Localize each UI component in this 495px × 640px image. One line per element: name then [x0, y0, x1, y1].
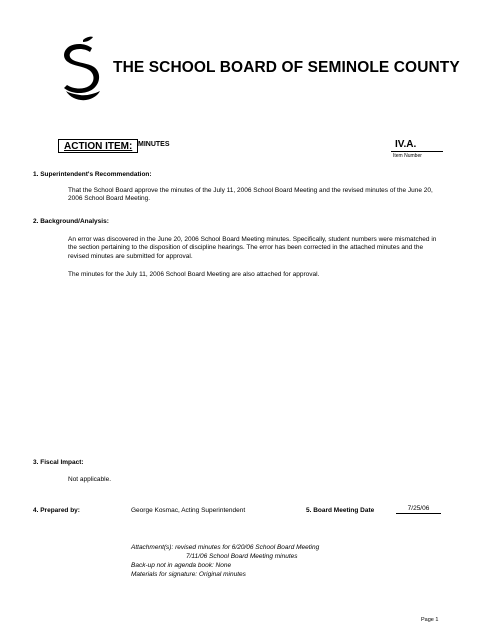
section-fiscal-text: Not applicable.: [68, 476, 111, 483]
action-item-label: ACTION ITEM:: [64, 141, 133, 152]
seminole-county-logo: [56, 36, 106, 102]
backup-line: Back-up not in agenda book: None: [131, 562, 232, 569]
attachments-line-2: 7/11/06 School Board Meeting minutes: [186, 553, 298, 560]
section-background-text-2: The minutes for the July 11, 2006 School Board Meeting are also attached for approval.: [68, 271, 320, 278]
board-meeting-date-value: 7/25/06: [396, 505, 441, 514]
attachments-line: Attachment(s): revised minutes for 6/20/06 School Board Meeting: [131, 544, 320, 551]
materials-line: Materials for signature: Original minutes: [131, 571, 246, 578]
board-meeting-date-label: 5. Board Meeting Date: [306, 507, 375, 514]
section-background-heading: 2. Background/Analysis:: [33, 218, 109, 225]
item-number-caption: Item Number: [393, 153, 422, 159]
section-fiscal-heading: 3. Fiscal Impact:: [33, 459, 84, 466]
item-number: IV.A.: [391, 139, 443, 152]
section-background-text: An error was discovered in the June 20, 2006 School Board Meeting minutes. Specifically, student numbers were mismatched in the section pertaining to the disposition of discipline hearings. The error has been corrected in the attached minutes and the revised minutes are submitted for approval.: [68, 236, 437, 260]
prepared-by-value: George Kosmac, Acting Superintendent: [131, 507, 246, 514]
section-recommendation-heading: 1. Superintendent's Recommendation:: [33, 171, 152, 178]
page-number: Page 1: [421, 617, 439, 623]
action-item-box: [58, 139, 138, 153]
section-recommendation-text: That the School Board approve the minutes of the July 11, 2006 School Board Meeting and the revised minutes of the June 20, 2006 School Board Meeting.: [68, 187, 433, 203]
action-item-subject: MINUTES: [138, 141, 170, 148]
organization-title: THE SCHOOL BOARD OF SEMINOLE COUNTY: [113, 59, 460, 76]
prepared-by-label: 4. Prepared by:: [33, 507, 80, 514]
